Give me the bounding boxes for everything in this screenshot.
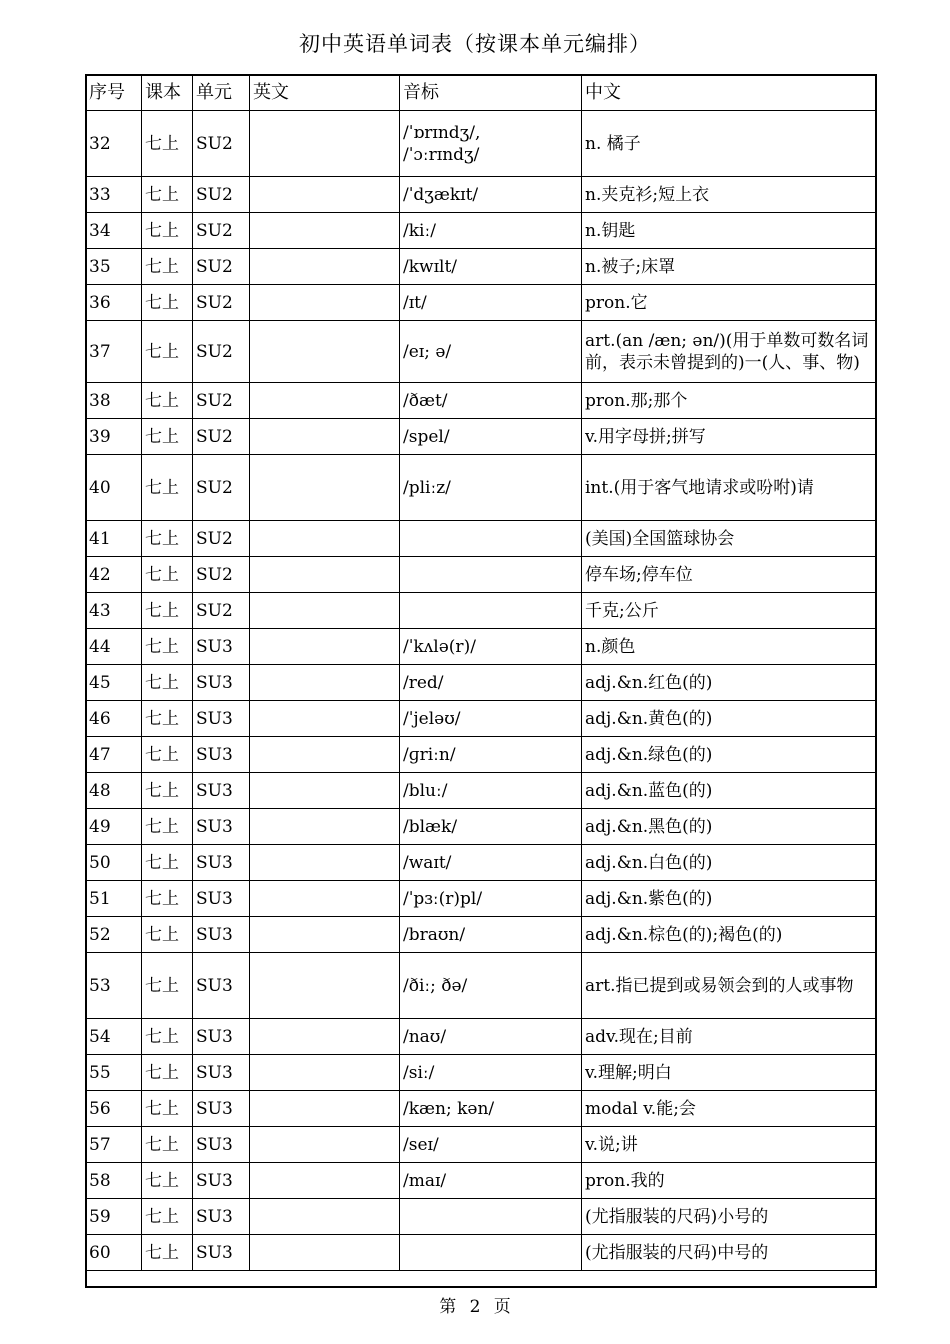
textbook-cell: 七上: [142, 249, 193, 285]
phonetic-cell: /siː/: [400, 1055, 582, 1091]
unit-cell: SU2: [193, 177, 250, 213]
phonetic-cell: /blæk/: [400, 809, 582, 845]
chinese-cell: art.(an /æn; ən/)(用于单数可数名词前，表示未曾提到的)一(人、事、物): [582, 321, 876, 383]
chinese-cell: v.用字母拼;拼写: [582, 419, 876, 455]
table-row: [86, 383, 876, 419]
table-row: [86, 701, 876, 737]
textbook-cell: 七上: [142, 737, 193, 773]
english-cell: [250, 1127, 400, 1163]
chinese-cell: 停车场;停车位: [582, 557, 876, 593]
unit-cell: SU2: [193, 249, 250, 285]
index-cell: 46: [86, 701, 142, 737]
table-row: [86, 249, 876, 285]
english-cell: [250, 177, 400, 213]
index-cell: 42: [86, 557, 142, 593]
table-row: [86, 1127, 876, 1163]
textbook-cell: 七上: [142, 1055, 193, 1091]
chinese-cell: v.说;讲: [582, 1127, 876, 1163]
index-cell: 38: [86, 383, 142, 419]
english-cell: [250, 593, 400, 629]
table-row: [86, 455, 876, 521]
textbook-cell: 七上: [142, 1199, 193, 1235]
english-cell: [250, 629, 400, 665]
phonetic-cell: /ðiː; ðə/: [400, 953, 582, 1019]
english-cell: [250, 285, 400, 321]
english-cell: [250, 111, 400, 177]
textbook-cell: 七上: [142, 917, 193, 953]
unit-cell: SU3: [193, 1163, 250, 1199]
table-row: [86, 1235, 876, 1271]
chinese-cell: adj.&n.紫色(的): [582, 881, 876, 917]
header-cell-phonetic: 音标: [400, 75, 582, 111]
chinese-cell: int.(用于客气地请求或吩咐)请: [582, 455, 876, 521]
english-cell: [250, 455, 400, 521]
textbook-cell: 七上: [142, 1091, 193, 1127]
index-cell: 48: [86, 773, 142, 809]
table-row: [86, 557, 876, 593]
unit-cell: SU2: [193, 213, 250, 249]
english-cell: [250, 249, 400, 285]
index-cell: 44: [86, 629, 142, 665]
textbook-cell: 七上: [142, 419, 193, 455]
index-cell: 59: [86, 1199, 142, 1235]
unit-cell: SU3: [193, 773, 250, 809]
unit-cell: SU2: [193, 593, 250, 629]
chinese-cell: adj.&n.蓝色(的): [582, 773, 876, 809]
phonetic-cell: /braʊn/: [400, 917, 582, 953]
index-cell: 53: [86, 953, 142, 1019]
index-cell: 45: [86, 665, 142, 701]
english-cell: [250, 953, 400, 1019]
english-cell: [250, 809, 400, 845]
index-cell: 40: [86, 455, 142, 521]
table-row: [86, 809, 876, 845]
index-cell: 51: [86, 881, 142, 917]
english-cell: [250, 845, 400, 881]
index-cell: 49: [86, 809, 142, 845]
page-footer: 第 2 页: [439, 1297, 511, 1317]
chinese-cell: adv.现在;目前: [582, 1019, 876, 1055]
table-row: [86, 177, 876, 213]
chinese-cell: v.理解;明白: [582, 1055, 876, 1091]
index-cell: 34: [86, 213, 142, 249]
phonetic-cell: /spel/: [400, 419, 582, 455]
textbook-cell: 七上: [142, 1163, 193, 1199]
textbook-cell: 七上: [142, 845, 193, 881]
header-cell-index: 序号: [86, 75, 142, 111]
unit-cell: SU3: [193, 1091, 250, 1127]
word-table-body: [86, 75, 876, 1271]
phonetic-cell: [400, 557, 582, 593]
chinese-cell: adj.&n.棕色(的);褐色(的): [582, 917, 876, 953]
chinese-cell: (美国)全国篮球协会: [582, 521, 876, 557]
table-row: [86, 881, 876, 917]
textbook-cell: 七上: [142, 111, 193, 177]
textbook-cell: 七上: [142, 1019, 193, 1055]
table-row: [86, 285, 876, 321]
chinese-cell: adj.&n.黑色(的): [582, 809, 876, 845]
textbook-cell: 七上: [142, 701, 193, 737]
phonetic-cell: /naʊ/: [400, 1019, 582, 1055]
english-cell: [250, 1091, 400, 1127]
phonetic-cell: [400, 1235, 582, 1271]
table-row: [86, 1199, 876, 1235]
chinese-cell: n.颜色: [582, 629, 876, 665]
unit-cell: SU3: [193, 845, 250, 881]
unit-cell: SU3: [193, 809, 250, 845]
english-cell: [250, 1163, 400, 1199]
phonetic-cell: /pliːz/: [400, 455, 582, 521]
table-row: [86, 213, 876, 249]
table-row: [86, 665, 876, 701]
textbook-cell: 七上: [142, 665, 193, 701]
unit-cell: SU2: [193, 383, 250, 419]
index-cell: 54: [86, 1019, 142, 1055]
chinese-cell: adj.&n.红色(的): [582, 665, 876, 701]
index-cell: 60: [86, 1235, 142, 1271]
phonetic-cell: /eɪ; ə/: [400, 321, 582, 383]
unit-cell: SU2: [193, 521, 250, 557]
chinese-cell: 千克;公斤: [582, 593, 876, 629]
unit-cell: SU2: [193, 557, 250, 593]
phonetic-cell: /ˈɒrɪndʒ/, /ˈɔːrɪndʒ/: [400, 111, 582, 177]
table-row: [86, 111, 876, 177]
phonetic-cell: /waɪt/: [400, 845, 582, 881]
unit-cell: SU3: [193, 917, 250, 953]
table-row: [86, 953, 876, 1019]
textbook-cell: 七上: [142, 773, 193, 809]
page-title: 初中英语单词表（按课本单元编排）: [299, 32, 651, 56]
phonetic-cell: /red/: [400, 665, 582, 701]
phonetic-cell: /ˈjeləʊ/: [400, 701, 582, 737]
phonetic-cell: /ɡriːn/: [400, 737, 582, 773]
textbook-cell: 七上: [142, 1235, 193, 1271]
index-cell: 37: [86, 321, 142, 383]
index-cell: 43: [86, 593, 142, 629]
table-row: [86, 321, 876, 383]
english-cell: [250, 1235, 400, 1271]
phonetic-cell: /ˈkʌlə(r)/: [400, 629, 582, 665]
unit-cell: SU3: [193, 1127, 250, 1163]
textbook-cell: 七上: [142, 809, 193, 845]
index-cell: 32: [86, 111, 142, 177]
index-cell: 58: [86, 1163, 142, 1199]
unit-cell: SU3: [193, 1055, 250, 1091]
unit-cell: SU3: [193, 665, 250, 701]
unit-cell: SU3: [193, 737, 250, 773]
chinese-cell: art.指已提到或易领会到的人或事物: [582, 953, 876, 1019]
textbook-cell: 七上: [142, 521, 193, 557]
chinese-cell: (尤指服装的尺码)小号的: [582, 1199, 876, 1235]
index-cell: 56: [86, 1091, 142, 1127]
english-cell: [250, 321, 400, 383]
english-cell: [250, 213, 400, 249]
english-cell: [250, 1199, 400, 1235]
textbook-cell: 七上: [142, 629, 193, 665]
table-row: [86, 521, 876, 557]
header-cell-english: 英文: [250, 75, 400, 111]
phonetic-cell: /ˈpɜː(r)pl/: [400, 881, 582, 917]
unit-cell: SU3: [193, 701, 250, 737]
phonetic-cell: /bluː/: [400, 773, 582, 809]
unit-cell: SU3: [193, 953, 250, 1019]
chinese-cell: n. 橘子: [582, 111, 876, 177]
index-cell: 33: [86, 177, 142, 213]
english-cell: [250, 665, 400, 701]
index-cell: 39: [86, 419, 142, 455]
table-row: [86, 1091, 876, 1127]
index-cell: 47: [86, 737, 142, 773]
phonetic-cell: /kiː/: [400, 213, 582, 249]
table-row: [86, 773, 876, 809]
phonetic-cell: [400, 521, 582, 557]
unit-cell: SU3: [193, 1235, 250, 1271]
english-cell: [250, 383, 400, 419]
chinese-cell: (尤指服装的尺码)中号的: [582, 1235, 876, 1271]
unit-cell: SU2: [193, 285, 250, 321]
phonetic-cell: /ɪt/: [400, 285, 582, 321]
table-row: [86, 917, 876, 953]
english-cell: [250, 419, 400, 455]
english-cell: [250, 773, 400, 809]
chinese-cell: n.夹克衫;短上衣: [582, 177, 876, 213]
index-cell: 35: [86, 249, 142, 285]
chinese-cell: adj.&n.白色(的): [582, 845, 876, 881]
chinese-cell: n.钥匙: [582, 213, 876, 249]
phonetic-cell: /kwɪlt/: [400, 249, 582, 285]
english-cell: [250, 881, 400, 917]
textbook-cell: 七上: [142, 177, 193, 213]
english-cell: [250, 1055, 400, 1091]
unit-cell: SU3: [193, 1019, 250, 1055]
table-header-row: [86, 75, 876, 111]
phonetic-cell: /kæn; kən/: [400, 1091, 582, 1127]
textbook-cell: 七上: [142, 1127, 193, 1163]
phonetic-cell: [400, 1199, 582, 1235]
unit-cell: SU3: [193, 881, 250, 917]
chinese-cell: pron.它: [582, 285, 876, 321]
unit-cell: SU2: [193, 111, 250, 177]
textbook-cell: 七上: [142, 557, 193, 593]
phonetic-cell: /ˈdʒækɪt/: [400, 177, 582, 213]
index-cell: 50: [86, 845, 142, 881]
table-row: [86, 1163, 876, 1199]
phonetic-cell: /maɪ/: [400, 1163, 582, 1199]
unit-cell: SU2: [193, 419, 250, 455]
unit-cell: SU3: [193, 629, 250, 665]
textbook-cell: 七上: [142, 213, 193, 249]
header-cell-unit: 单元: [193, 75, 250, 111]
textbook-cell: 七上: [142, 455, 193, 521]
index-cell: 52: [86, 917, 142, 953]
header-cell-chinese: 中文: [582, 75, 876, 111]
textbook-cell: 七上: [142, 383, 193, 419]
header-cell-textbook: 课本: [142, 75, 193, 111]
index-cell: 41: [86, 521, 142, 557]
unit-cell: SU2: [193, 455, 250, 521]
table-row: [86, 593, 876, 629]
chinese-cell: adj.&n.黄色(的): [582, 701, 876, 737]
english-cell: [250, 1019, 400, 1055]
textbook-cell: 七上: [142, 321, 193, 383]
table-row: [86, 845, 876, 881]
table-row: [86, 1019, 876, 1055]
table-row: [86, 737, 876, 773]
phonetic-cell: [400, 593, 582, 629]
english-cell: [250, 737, 400, 773]
chinese-cell: pron.那;那个: [582, 383, 876, 419]
word-table: [85, 74, 876, 1271]
index-cell: 57: [86, 1127, 142, 1163]
table-row: [86, 1055, 876, 1091]
unit-cell: SU3: [193, 1199, 250, 1235]
chinese-cell: modal v.能;会: [582, 1091, 876, 1127]
index-cell: 55: [86, 1055, 142, 1091]
phonetic-cell: /ðæt/: [400, 383, 582, 419]
unit-cell: SU2: [193, 321, 250, 383]
textbook-cell: 七上: [142, 285, 193, 321]
table-row: [86, 629, 876, 665]
chinese-cell: pron.我的: [582, 1163, 876, 1199]
table-row: [86, 419, 876, 455]
phonetic-cell: /seɪ/: [400, 1127, 582, 1163]
english-cell: [250, 521, 400, 557]
english-cell: [250, 701, 400, 737]
textbook-cell: 七上: [142, 593, 193, 629]
index-cell: 36: [86, 285, 142, 321]
textbook-cell: 七上: [142, 953, 193, 1019]
textbook-cell: 七上: [142, 881, 193, 917]
chinese-cell: adj.&n.绿色(的): [582, 737, 876, 773]
english-cell: [250, 557, 400, 593]
chinese-cell: n.被子;床罩: [582, 249, 876, 285]
english-cell: [250, 917, 400, 953]
